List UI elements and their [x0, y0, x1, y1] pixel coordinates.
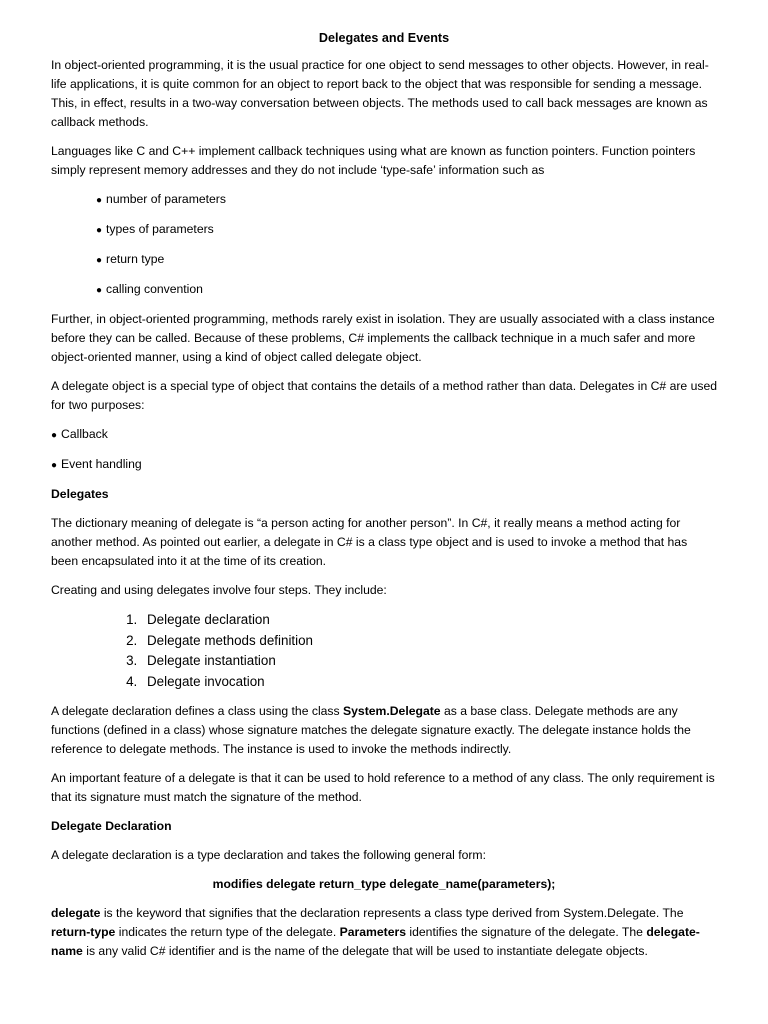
- declaration-form-paragraph: A delegate declaration is a type declaration and takes the following general form:: [51, 848, 486, 862]
- bold-term: delegate-name: [51, 925, 700, 958]
- steps-intro-paragraph: Creating and using delegates involve four steps. They include:: [51, 583, 387, 597]
- purposes-list: [51, 425, 717, 475]
- bold-term: return-type: [51, 925, 116, 939]
- intro-paragraph: In object-oriented programming, it is the usual practice for one object to send messages to other objects. However, in real-life applications, it is quite common for an object to report back to the object that was responsible for sending a message. This, in effect, results in a two-way conversation between objects. The methods used to call back messages are known as callback methods.: [51, 58, 709, 129]
- bold-term: delegate: [51, 906, 101, 920]
- list-item: ● calling convention: [96, 280, 717, 300]
- pointer-info-list: [51, 190, 717, 300]
- dictionary-paragraph: The dictionary meaning of delegate is “a person acting for another person”. In C#, it really means a method acting for another method. As pointed out earlier, a delegate in C# is a class type object and is used to invoke a method that has been encapsulated into it at the time of its creation.: [51, 516, 688, 568]
- list-item: 1. Delegate declaration: [141, 610, 717, 631]
- bold-term: System.Delegate: [343, 704, 441, 718]
- list-item: 4. Delegate invocation: [141, 672, 717, 693]
- list-item: ● return type: [96, 250, 717, 270]
- delegate-object-paragraph: A delegate object is a special type of object that contains the details of a method rather than data. Delegates in C# are used for two purposes:: [51, 379, 717, 412]
- text-span: as a base class. Delegate methods are any functions (defined in a class) whose signature matches the delegate signature exactly. The delegate instance holds the reference to delegate methods. The instance is used to invoke the methods indirectly.: [51, 704, 691, 756]
- text-span: indicates the return type of the delegate.: [115, 925, 340, 939]
- languages-paragraph: Languages like C and C++ implement callback techniques using what are known as function pointers. Function pointers simply represent memory addresses and they do not include ‘type-safe’ information such as: [51, 144, 696, 177]
- declaration-paragraph: [51, 702, 717, 759]
- further-paragraph: Further, in object-oriented programming, methods rarely exist in isolation. They are usually associated with a class instance before they can be called. Because of these problems, C# implements the callback technique in a much safer and more object-oriented manner, using a kind of object called delegate object.: [51, 312, 715, 364]
- list-item: ● number of parameters: [96, 190, 717, 210]
- steps-list: [51, 610, 717, 692]
- bold-term: Parameters: [339, 925, 407, 939]
- list-item: ● types of parameters: [96, 220, 717, 240]
- general-form-code: modifies delegate return_type delegate_name(parameters);: [212, 877, 556, 891]
- text-span: is the keyword that signifies that the declaration represents a class type derived from System.Delegate. The: [100, 906, 684, 920]
- keyword-paragraph: [51, 904, 717, 961]
- list-item: ● Event handling: [51, 455, 717, 475]
- section-heading-delegates: Delegates: [51, 487, 109, 501]
- text-span: is any valid C# identifier and is the name of the delegate that will be used to instantiate delegate objects.: [82, 944, 648, 958]
- feature-paragraph: An important feature of a delegate is that it can be used to hold reference to a method of any class. The only requirement is that its signature must match the signature of the method.: [51, 771, 715, 804]
- list-item: ● Callback: [51, 425, 717, 445]
- list-item: 3. Delegate instantiation: [141, 651, 717, 672]
- section-heading-declaration: Delegate Declaration: [51, 819, 172, 833]
- text-span: A delegate declaration defines a class using the class: [51, 704, 344, 718]
- text-span: identifies the signature of the delegate. The: [406, 925, 647, 939]
- page-title: Delegates and Events: [318, 31, 450, 45]
- list-item: 2. Delegate methods definition: [141, 631, 717, 652]
